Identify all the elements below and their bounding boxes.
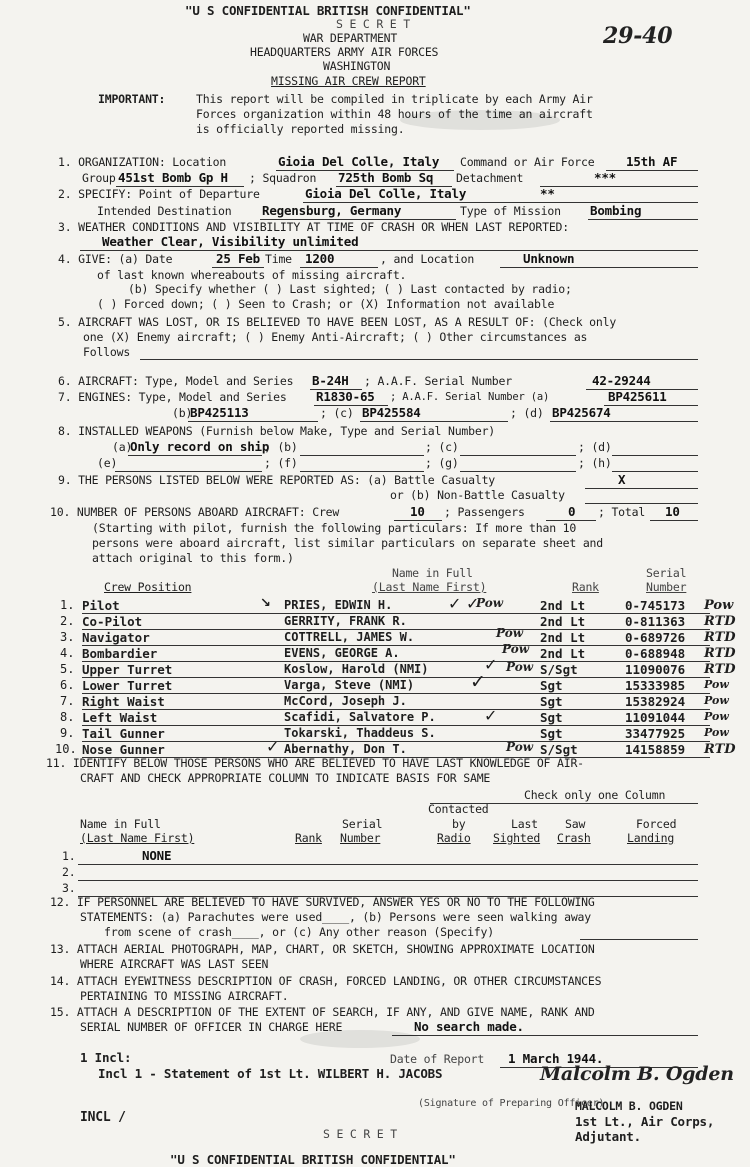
item9-line1: 9. THE PERSONS LISTED BELOW WERE REPORTED AS: (a) Battle Casualty <box>58 473 496 487</box>
item5-line2: one (X) Enemy aircraft; ( ) Enemy Anti-Aircraft; ( ) Other circumstances as <box>83 330 588 344</box>
item11-row1-name: NONE <box>142 848 172 863</box>
crew-row <box>0 598 750 614</box>
crew-row-number: 6. <box>60 678 75 692</box>
crew-row-position: Nose Gunner <box>82 742 165 757</box>
item10-total-count: 10 <box>665 504 680 519</box>
item10-passenger-count: 0 <box>568 504 576 519</box>
item11-row3-number: 3. <box>62 881 76 895</box>
crew-row-number: 3. <box>60 630 75 644</box>
crew-row-name: Koslow, Harold (NMI) <box>284 662 429 676</box>
item6-serial-label: ; A.A.F. Serial Number <box>364 374 512 388</box>
item11-col-contacted-2: by <box>452 817 466 831</box>
item11-row1-number: 1. <box>62 849 76 863</box>
crew-row <box>0 694 750 710</box>
scan-smudge <box>400 110 560 130</box>
crew-row-rank: 2nd Lt <box>540 598 586 613</box>
crew-row-name: GERRITY, FRANK R. <box>284 614 407 628</box>
item11-line1: 11. IDENTIFY BELOW THOSE PERSONS WHO ARE BELIEVED TO HAVE LAST KNOWLEDGE OF AIR- <box>46 756 584 770</box>
important-line-3: is officially reported missing. <box>196 122 405 136</box>
crew-row-rank: 2nd Lt <box>540 646 586 661</box>
item12-line1: 12. IF PERSONNEL ARE BELIEVED TO HAVE SURVIVED, ANSWER YES OR NO TO THE FOLLOWING <box>50 895 595 909</box>
secret-bottom: S E C R E T <box>323 1127 397 1141</box>
item5-line1: 5. AIRCRAFT WAS LOST, OR IS BELIEVED TO HAVE BEEN LOST, AS A RESULT OF: (Check only <box>58 315 617 329</box>
crew-row-serial: 15333985 <box>625 678 686 693</box>
crew-row-number: 10. <box>55 742 77 756</box>
crew-row-position: Pilot <box>82 598 120 613</box>
item8-d-label: ; (d) <box>578 440 612 454</box>
scan-smudge <box>300 1030 420 1048</box>
crew-row-rank: Sgt <box>540 694 563 709</box>
item11-col-saw: Saw <box>565 817 586 831</box>
item1-command-label: Command or Air Force <box>460 155 595 169</box>
crew-row-status: RTD <box>704 662 736 677</box>
item13-line1: 13. ATTACH AERIAL PHOTOGRAPH, MAP, CHART, OR SKETCH, SHOWING APPROXIMATE LOCATION <box>50 942 595 956</box>
item2-label: 2. SPECIFY: Point of Departure <box>58 187 260 201</box>
check-mark-icon: ✓ <box>266 737 280 756</box>
crew-row-status: Pow <box>704 598 734 613</box>
crew-row-serial: 0-745173 <box>625 598 686 613</box>
item8-a-label: (a) <box>112 440 133 454</box>
item7-engine-a: BP425611 <box>608 389 667 404</box>
item8-c-label: ; (c) <box>425 440 459 454</box>
item11-col-rank: Rank <box>295 831 322 845</box>
item6-aircraft-type: B-24H <box>312 373 349 388</box>
crew-row-serial: 11091044 <box>625 710 686 725</box>
item14-line1: 14. ATTACH EYEWITNESS DESCRIPTION OF CRASH, FORCED LANDING, OR OTHER CIRCUMSTANCES <box>50 974 602 988</box>
item11-col-name: Name in Full <box>80 817 161 831</box>
important-line-1: This report will be compiled in triplicate by each Army Air <box>196 92 593 106</box>
item7-b-label: (b) <box>172 406 193 420</box>
crew-row-serial: 11090076 <box>625 662 686 677</box>
report-title: MISSING AIR CREW REPORT <box>271 74 426 88</box>
crew-row-status: Pow <box>704 726 729 739</box>
crew-row-note: Pow <box>476 596 504 610</box>
crew-row <box>0 710 750 726</box>
city-label: WASHINGTON <box>323 59 391 73</box>
crew-row-rank: Sgt <box>540 726 563 741</box>
crew-row-status: Pow <box>704 694 729 707</box>
item5-line3: Follows <box>83 345 131 359</box>
crew-row-position: Co-Pilot <box>82 614 143 629</box>
item11-col-crash: Crash <box>557 831 591 845</box>
crew-row-serial: 0-688948 <box>625 646 686 661</box>
item11-col-forced: Forced <box>636 817 677 831</box>
item11-col-name-2: (Last Name First) <box>80 831 195 845</box>
crew-row-position: Lower Turret <box>82 678 173 693</box>
item2-mission: Bombing <box>590 203 642 218</box>
item4-time-label: Time <box>265 252 292 266</box>
crew-row-note: Pow <box>496 626 524 640</box>
item15-search-value: No search made. <box>414 1019 524 1034</box>
item4-line2: of last known whereabouts of missing aircraft. <box>97 268 407 282</box>
check-mark-icon: ↘ <box>260 596 271 611</box>
secret-top: S E C R E T <box>336 17 410 31</box>
crew-row-name: Tokarski, Thaddeus S. <box>284 726 436 740</box>
item9-battle-mark: X <box>618 472 626 487</box>
crew-row <box>0 626 750 646</box>
inclosure-count: 1 Incl: <box>80 1050 132 1065</box>
crew-row <box>0 678 750 694</box>
item10-passengers-label: ; Passengers <box>444 505 525 519</box>
item11-col-serial-2: Number <box>340 831 381 845</box>
crew-row-name: Abernathy, Don T. <box>284 742 407 756</box>
item7-label: 7. ENGINES: Type, Model and Series <box>58 390 287 404</box>
crew-row-name: Varga, Steve (NMI) <box>284 678 415 692</box>
item10-line3: persons were aboard aircraft, list similar particulars on separate sheet and <box>92 536 603 550</box>
crew-row-position: Bombardier <box>82 646 158 661</box>
item15-line2: SERIAL NUMBER OF OFFICER IN CHARGE HERE <box>80 1020 343 1034</box>
item8-weapons-a: Only record on ship <box>130 439 270 454</box>
item1-detachment-label: Detachment <box>456 171 524 185</box>
item8-label: 8. INSTALLED WEAPONS (Furnish below Make, Type and Serial Number) <box>58 424 496 438</box>
report-date-label: Date of Report <box>390 1052 485 1066</box>
item4-location-label: , and Location <box>380 252 475 266</box>
item9-line2: or (b) Non-Battle Casualty <box>390 488 565 502</box>
item3-label: 3. WEATHER CONDITIONS AND VISIBILITY AT TIME OF CRASH OR WHEN LAST REPORTED: <box>58 220 569 234</box>
item10-line4: attach original to this form.) <box>92 551 294 565</box>
check-mark-icon: ✓ <box>484 706 498 725</box>
item6-aircraft-serial: 42-29244 <box>592 373 651 388</box>
item7-engine-d: BP425674 <box>552 405 611 420</box>
crew-row-number: 4. <box>60 646 75 660</box>
item7-d-label: ; (d) <box>510 406 544 420</box>
crew-row-rank: S/Sgt <box>540 742 578 757</box>
crew-row-status: Pow <box>704 710 729 723</box>
item11-col-landing: Landing <box>627 831 675 845</box>
item8-f-label: ; (f) <box>264 456 298 470</box>
important-line-2: Forces organization within 48 hours of the time an aircraft <box>196 107 593 121</box>
crew-row-position: Right Waist <box>82 694 165 709</box>
file-number: 29-40 <box>603 23 673 49</box>
item11-check-note: Check only one Column <box>524 788 666 802</box>
classification-top: "U S CONFIDENTIAL BRITISH CONFIDENTIAL" <box>185 3 471 18</box>
item8-e-label: (e) <box>97 456 118 470</box>
item14-line2: PERTAINING TO MISSING AIRCRAFT. <box>80 989 289 1003</box>
item7-serial-label: ; A.A.F. Serial Number (a) <box>390 391 550 403</box>
item10-line2: (Starting with pilot, furnish the following particulars: If more than 10 <box>92 521 577 535</box>
crew-row-name: McCord, Joseph J. <box>284 694 407 708</box>
item11-col-contacted: Contacted <box>428 802 489 816</box>
item8-h-label: ; (h) <box>578 456 612 470</box>
item3-weather: Weather Clear, Visibility unlimited <box>102 234 359 249</box>
crew-row-name: EVENS, GEORGE A. <box>284 646 400 660</box>
item4-label: 4. GIVE: (a) Date <box>58 252 173 266</box>
crew-col-position: Crew Position <box>104 580 192 594</box>
item4-time: 1200 <box>305 251 335 266</box>
report-date: 1 March 1944. <box>508 1051 604 1066</box>
item4-line4: ( ) Forced down; ( ) Seen to Crash; or (X) Information not available <box>97 297 555 311</box>
item2-destination-label: Intended Destination <box>97 204 232 218</box>
check-mark-icon: ✓ <box>470 671 486 693</box>
item2-departure: Gioia Del Colle, Italy <box>305 186 467 201</box>
item2-departure-note: ** <box>540 186 555 201</box>
check-mark-icon: ✓ <box>448 594 462 613</box>
item1-air-force: 15th AF <box>626 154 678 169</box>
crew-row-note: Pow <box>502 642 530 656</box>
item7-engine-type: R1830-65 <box>316 389 375 404</box>
officer-name: MALCOLM B. OGDEN <box>575 1099 683 1113</box>
crew-row-status: RTD <box>704 614 736 629</box>
crew-row-number: 8. <box>60 710 75 724</box>
item4-date: 25 Feb <box>216 251 260 266</box>
item4-location: Unknown <box>523 251 575 266</box>
crew-col-serial-2: Number <box>646 580 687 594</box>
inclosure-footer: INCL / <box>80 1110 126 1125</box>
crew-row-note: Pow <box>506 740 534 754</box>
item2-mission-label: Type of Mission <box>460 204 561 218</box>
crew-row-serial: 14158859 <box>625 742 686 757</box>
officer-signature: Malcolm B. Ogden <box>540 1063 734 1085</box>
crew-row-name: COTTRELL, JAMES W. <box>284 630 415 644</box>
crew-row-number: 9. <box>60 726 75 740</box>
item12-line2: STATEMENTS: (a) Parachutes were used____, (b) Persons were seen walking away <box>80 910 591 924</box>
item11-col-last: Last <box>511 817 538 831</box>
signature-label: (Signature of Preparing Officer) <box>418 1098 605 1109</box>
check-mark-icon: ✓ <box>466 594 480 613</box>
item12-line3: from scene of crash____, or (c) Any other reason (Specify) <box>104 925 494 939</box>
crew-col-name: Name in Full <box>392 566 473 580</box>
important-label: IMPORTANT: <box>98 92 166 106</box>
item6-label: 6. AIRCRAFT: Type, Model and Series <box>58 374 294 388</box>
item8-b-label: ; (b) <box>264 440 298 454</box>
department-label: WAR DEPARTMENT <box>303 31 398 45</box>
item1-group-label: Group <box>82 171 116 185</box>
item10-total-label: ; Total <box>598 505 646 519</box>
crew-row <box>0 614 750 630</box>
item1-location: Gioia Del Colle, Italy <box>278 154 440 169</box>
item1-squadron-label: ; Squadron <box>249 171 317 185</box>
crew-row-position: Upper Turret <box>82 662 173 677</box>
crew-row-position: Navigator <box>82 630 150 645</box>
crew-col-rank: Rank <box>572 580 599 594</box>
classification-bottom: "U S CONFIDENTIAL BRITISH CONFIDENTIAL" <box>170 1152 456 1167</box>
crew-row-note: Pow <box>506 660 534 674</box>
crew-row-rank: 2nd Lt <box>540 630 586 645</box>
item11-line2: CRAFT AND CHECK APPROPRIATE COLUMN TO INDICATE BASIS FOR SAME <box>80 771 491 785</box>
crew-col-serial: Serial <box>646 566 687 580</box>
crew-row-serial: 0-811363 <box>625 614 686 629</box>
crew-row-serial: 15382924 <box>625 694 686 709</box>
item7-engine-c: BP425584 <box>362 405 421 420</box>
inclosure-detail: Incl 1 - Statement of 1st Lt. WILBERT H. JACOBS <box>98 1066 443 1081</box>
crew-row-number: 5. <box>60 662 75 676</box>
crew-row-rank: S/Sgt <box>540 662 578 677</box>
item7-c-label: ; (c) <box>320 406 354 420</box>
crew-row-name: PRIES, EDWIN H. <box>284 598 393 612</box>
crew-row-name: Scafidi, Salvatore P. <box>284 710 436 724</box>
crew-row-rank: Sgt <box>540 678 563 693</box>
item1-squadron: 725th Bomb Sq <box>338 170 434 185</box>
item1-label: 1. ORGANIZATION: Location <box>58 155 227 169</box>
crew-row <box>0 726 750 742</box>
item11-col-serial: Serial <box>342 817 383 831</box>
crew-row-status: RTD <box>704 742 736 757</box>
item1-detachment: *** <box>594 170 616 185</box>
crew-row-number: 1. <box>60 598 75 612</box>
crew-row-number: 7. <box>60 694 75 708</box>
crew-row <box>0 662 750 678</box>
crew-col-name-2: (Last Name First) <box>372 580 487 594</box>
item11-row2-number: 2. <box>62 865 76 879</box>
item10-crew-count: 10 <box>410 504 425 519</box>
item7-engine-b: BP425113 <box>190 405 249 420</box>
hq-label: HEADQUARTERS ARMY AIR FORCES <box>250 45 439 59</box>
item11-col-sighted: Sighted <box>493 831 541 845</box>
crew-row-number: 2. <box>60 614 75 628</box>
crew-row-rank: Sgt <box>540 710 563 725</box>
item8-g-label: ; (g) <box>425 456 459 470</box>
crew-row-status: Pow <box>704 678 729 691</box>
crew-row-position: Left Waist <box>82 710 158 725</box>
item13-line2: WHERE AIRCRAFT WAS LAST SEEN <box>80 957 269 971</box>
item10-label: 10. NUMBER OF PERSONS ABOARD AIRCRAFT: Crew <box>50 505 340 519</box>
crew-row-position: Tail Gunner <box>82 726 165 741</box>
crew-row-serial: 33477925 <box>625 726 686 741</box>
check-mark-icon: ✓ <box>484 655 498 674</box>
crew-row <box>0 642 750 662</box>
item15-line1: 15. ATTACH A DESCRIPTION OF THE EXTENT OF SEARCH, IF ANY, AND GIVE NAME, RANK AND <box>50 1005 595 1019</box>
item11-col-radio: Radio <box>437 831 471 845</box>
item1-group: 451st Bomb Gp H <box>118 170 228 185</box>
officer-title: Adjutant. <box>575 1129 641 1144</box>
crew-row-rank: 2nd Lt <box>540 614 586 629</box>
item2-destination: Regensburg, Germany <box>262 203 402 218</box>
crew-row-serial: 0-689726 <box>625 630 686 645</box>
item4-line3: (b) Specify whether ( ) Last sighted; ( ) Last contacted by radio; <box>128 282 572 296</box>
crew-row-status: RTD <box>704 646 736 661</box>
officer-rank: 1st Lt., Air Corps, <box>575 1114 715 1129</box>
crew-row-status: RTD <box>704 630 736 645</box>
